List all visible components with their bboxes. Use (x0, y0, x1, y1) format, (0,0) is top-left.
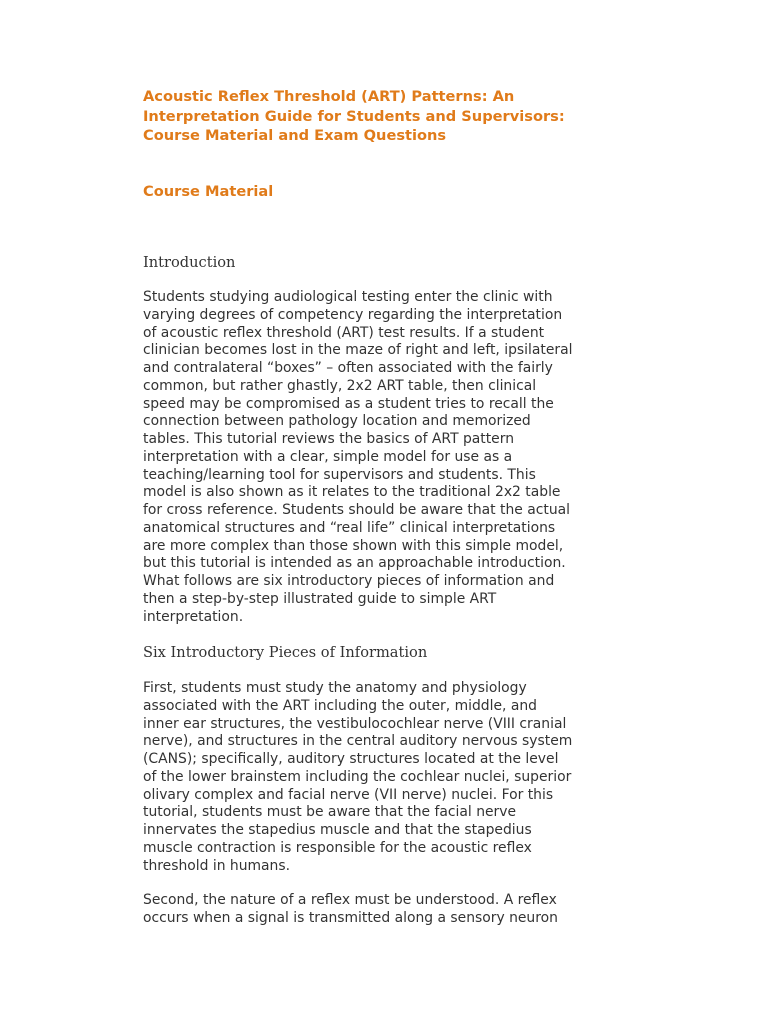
text-line: and contralateral “boxes” – often associated with the fairly (143, 360, 553, 376)
text-line: clinician becomes lost in the maze of right and left, ipsilateral (143, 342, 573, 359)
text-line: inner ear structures, the vestibulocochlear nerve (VIII cranial (143, 715, 567, 732)
text-line: common, but rather ghastly, 2x2 ART table, then clinical (143, 377, 537, 394)
text-line: then a step-by-step illustrated guide to simple ART (143, 590, 497, 607)
text-line: model is also shown as it relates to the traditional 2x2 table (143, 484, 561, 501)
text-line: nerve), and structures in the central auditory nervous system (143, 733, 573, 750)
text-line: First, students must study the anatomy and physiology (143, 680, 527, 696)
text-line: muscle contraction is responsible for the acoustic reflex (143, 839, 532, 856)
text-line: (CANS); specifically, auditory structures located at the level (143, 751, 559, 767)
document-title (143, 87, 633, 146)
text-line: of acoustic reflex threshold (ART) test results. If a student (143, 324, 545, 341)
text-line: varying degrees of competency regarding the interpretation (143, 306, 563, 323)
introduction-heading: Introduction (143, 254, 236, 271)
text-line: tutorial, students must be aware that the facial nerve (143, 804, 517, 821)
text-line: Students studying audiological testing enter the clinic with (143, 289, 553, 305)
first-piece-paragraph (143, 680, 633, 875)
text-line: are more complex than those shown with this simple model, (143, 537, 564, 554)
text-line: associated with the ART including the outer, middle, and (143, 697, 537, 714)
text-line: Second, the nature of a reflex must be understood. A reflex (143, 892, 557, 908)
text-line: connection between pathology location and memorized (143, 413, 531, 430)
title-line: Course Material and Exam Questions (143, 127, 447, 144)
text-line: speed may be compromised as a student tries to recall the (143, 395, 554, 412)
title-line: Interpretation Guide for Students and Supervisors: (143, 107, 565, 125)
second-piece-paragraph (143, 892, 633, 928)
text-line: What follows are six introductory pieces of information and (143, 573, 555, 589)
section-title: Course Material (143, 183, 274, 200)
text-line: interpretation. (143, 608, 244, 625)
text-line: innervates the stapedius muscle and that the stapedius (143, 822, 532, 838)
text-line: of the lower brainstem including the cochlear nuclei, superior (143, 768, 572, 785)
text-line: tables. This tutorial reviews the basics of ART pattern (143, 431, 515, 447)
text-line: olivary complex and facial nerve (VII nerve) nuclei. For this (143, 786, 554, 803)
text-line: teaching/learning tool for supervisors and students. This (143, 466, 536, 483)
text-line: interpretation with a clear, simple model for use as a (143, 448, 513, 465)
text-line: for cross reference. Students should be aware that the actual (143, 502, 571, 518)
text-line: occurs when a signal is transmitted along a sensory neuron (143, 909, 558, 926)
title-line: Acoustic Reflex Threshold (ART) Patterns: An (143, 88, 515, 105)
text-line: anatomical structures and “real life” clinical interpretations (143, 519, 556, 536)
introduction-paragraph (143, 289, 633, 626)
six-pieces-heading: Six Introductory Pieces of Information (143, 644, 428, 661)
text-line: threshold in humans. (143, 857, 291, 874)
text-line: but this tutorial is intended as an approachable introduction. (143, 555, 566, 572)
